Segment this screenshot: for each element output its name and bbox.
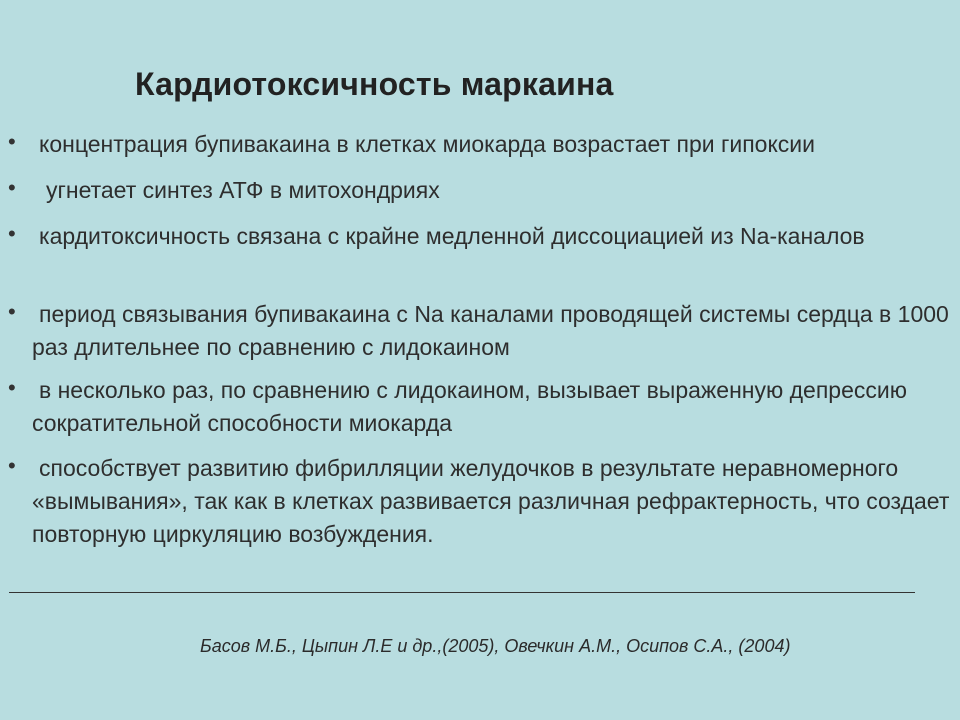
- bullet-text: угнетает синтез АТФ в митохондриях: [46, 177, 440, 203]
- citation: Басов М.Б., Цыпин Л.Е и др.,(2005), Овечкин А.М., Осипов С.А., (2004): [200, 636, 791, 656]
- bullet-text: способствует развитию фибрилляции желудочков в результате неравномерного «вымывания», так как в клетках развивается различная рефрактерность, что создает повторную циркуляцию возбуждения.: [32, 455, 950, 547]
- bullet-text: в несколько раз, по сравнению с лидокаином, вызывает выраженную депрессию сократительной способности миокарда: [32, 377, 907, 436]
- bullet-text: концентрация бупивакаина в клетках миокарда возрастает при гипоксии: [39, 131, 815, 157]
- separator-line: [9, 592, 915, 593]
- bullet-icon: •: [8, 453, 16, 478]
- bullet-icon: •: [8, 129, 16, 154]
- bullet-item: [8, 298, 953, 364]
- bullet-item: [8, 128, 815, 161]
- bullet-item: [8, 374, 953, 440]
- slide-title: Кардиотоксичность маркаина: [135, 66, 614, 102]
- bullet-icon: •: [8, 175, 16, 200]
- bullet-icon: •: [8, 221, 16, 246]
- bullet-item: [8, 174, 440, 207]
- bullet-text: период связывания бупивакаина с Na каналами проводящей системы сердца в 1000 раз длительнее по сравнению с лидокаином: [32, 301, 949, 360]
- bullet-item: [8, 220, 865, 253]
- bullet-item: [8, 452, 953, 551]
- bullet-icon: •: [8, 375, 16, 400]
- bullet-text: кардитоксичность связана с крайне медленной диссоциацией из Na-каналов: [39, 223, 865, 249]
- bullet-icon: •: [8, 299, 16, 324]
